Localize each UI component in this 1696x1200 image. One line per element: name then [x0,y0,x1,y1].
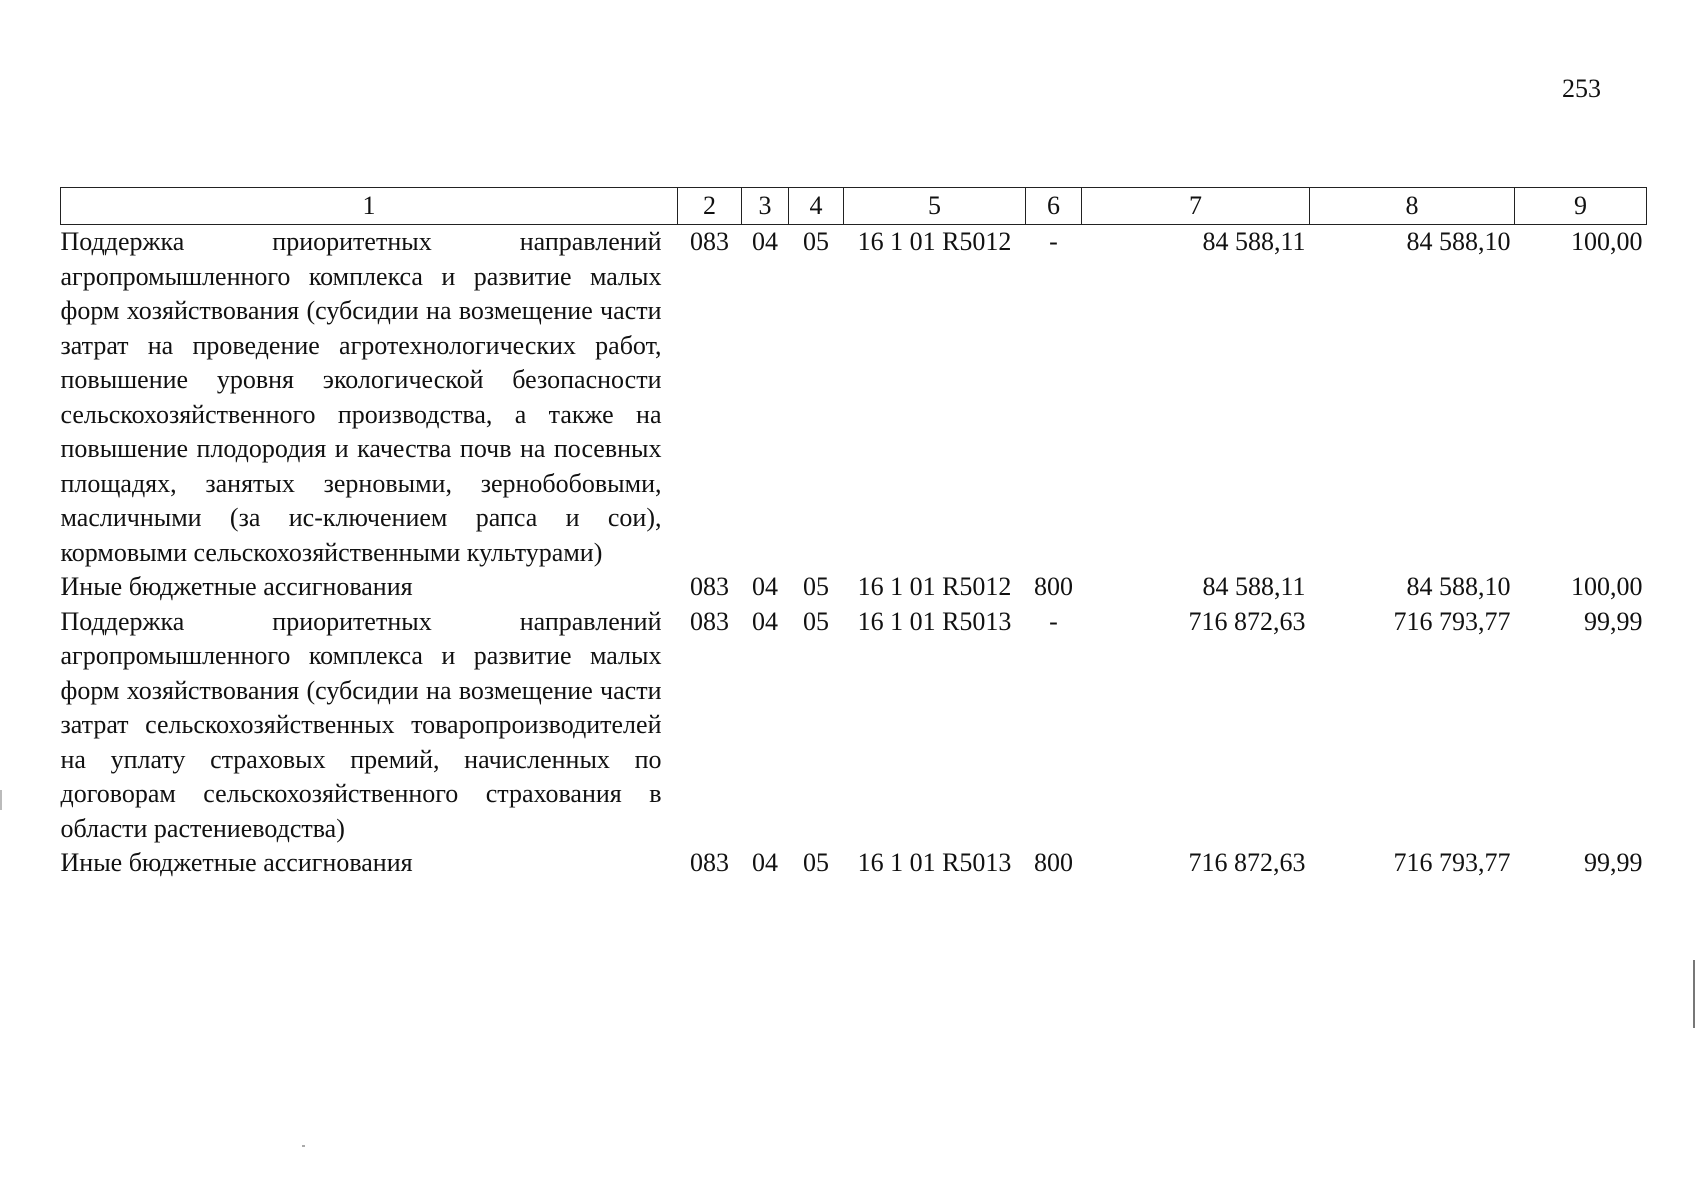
header-col-9: 9 [1515,188,1647,225]
table-header [61,188,1647,225]
row-name: Иные бюджетные ассигнования [60,848,413,877]
budget-table [60,187,1647,881]
header-row [61,188,1647,225]
row-vr: 800 [1034,848,1073,877]
table-body [61,225,1647,881]
row-vr: - [1049,227,1058,256]
row-grbs: 083 [690,848,729,877]
page-number: 253 [1562,74,1601,103]
row-target: 16 1 01 R5013 [857,606,1012,636]
row-grbs: 083 [690,227,729,256]
scan-artifact-right [1693,960,1695,1028]
row-target: 16 1 01 R5013 [857,848,1012,877]
header-col-4: 4 [789,188,844,225]
table-row [61,605,1647,847]
row-grbs: 083 [690,606,729,636]
table-row [61,225,1647,571]
row-subsection: 05 [803,227,829,256]
row-plan: 716 872,63 [1188,606,1306,636]
row-name: Поддержка приоритетных направлений агропромышленного комплекса и развитие малых форм хозяйствования (субсидии на возмещение части затрат сельскохозяйственных товаропроизводителей на уплату страховых премий, начисленных по договорам сельскохозяйственного страхования в области растениеводства) [60,606,662,843]
row-percent: 99,99 [1584,848,1643,877]
row-actual: 84 588,10 [1406,227,1511,256]
scan-artifact-dot [302,1145,305,1147]
row-percent: 100,00 [1571,227,1643,256]
row-grbs: 083 [690,572,729,601]
row-vr: 800 [1034,572,1073,601]
row-actual: 716 793,77 [1393,606,1511,636]
row-section: 04 [752,848,778,877]
header-col-2: 2 [678,188,742,225]
row-plan: 84 588,11 [1202,227,1306,256]
header-col-7: 7 [1082,188,1310,225]
row-actual: 84 588,10 [1406,572,1511,601]
row-subsection: 05 [803,572,829,601]
row-subsection: 05 [803,848,829,877]
row-name: Иные бюджетные ассигнования [60,572,413,601]
row-name: Поддержка приоритетных направлений агропромышленного комплекса и развитие малых форм хозяйствования (субсидии на возмещение части затрат на проведение агротехнологических работ, повышение уровня экологической безопасности сельскохозяйственного производства, а также на повышение плодородия и качества почв на посевных площадях, занятых зерновыми, зернобобовыми, масличными (за ис-ключением рапса и сои), кормовыми сельскохозяйственными культурами) [60,227,662,567]
row-vr: - [1049,606,1058,636]
header-col-8: 8 [1310,188,1515,225]
row-plan: 84 588,11 [1202,572,1306,601]
row-section: 04 [752,572,778,601]
header-col-6: 6 [1026,188,1082,225]
row-target: 16 1 01 R5012 [857,572,1012,601]
header-col-3: 3 [742,188,789,225]
row-section: 04 [752,606,778,636]
scan-artifact-left [0,790,2,810]
row-section: 04 [752,227,778,256]
table-row [61,570,1647,605]
row-target: 16 1 01 R5012 [857,227,1012,256]
row-percent: 99,99 [1584,606,1643,636]
table-row [61,846,1647,881]
row-actual: 716 793,77 [1393,848,1511,877]
row-subsection: 05 [803,606,829,636]
row-percent: 100,00 [1571,572,1643,601]
header-col-1: 1 [61,188,678,225]
header-col-5: 5 [844,188,1026,225]
row-plan: 716 872,63 [1188,848,1306,877]
